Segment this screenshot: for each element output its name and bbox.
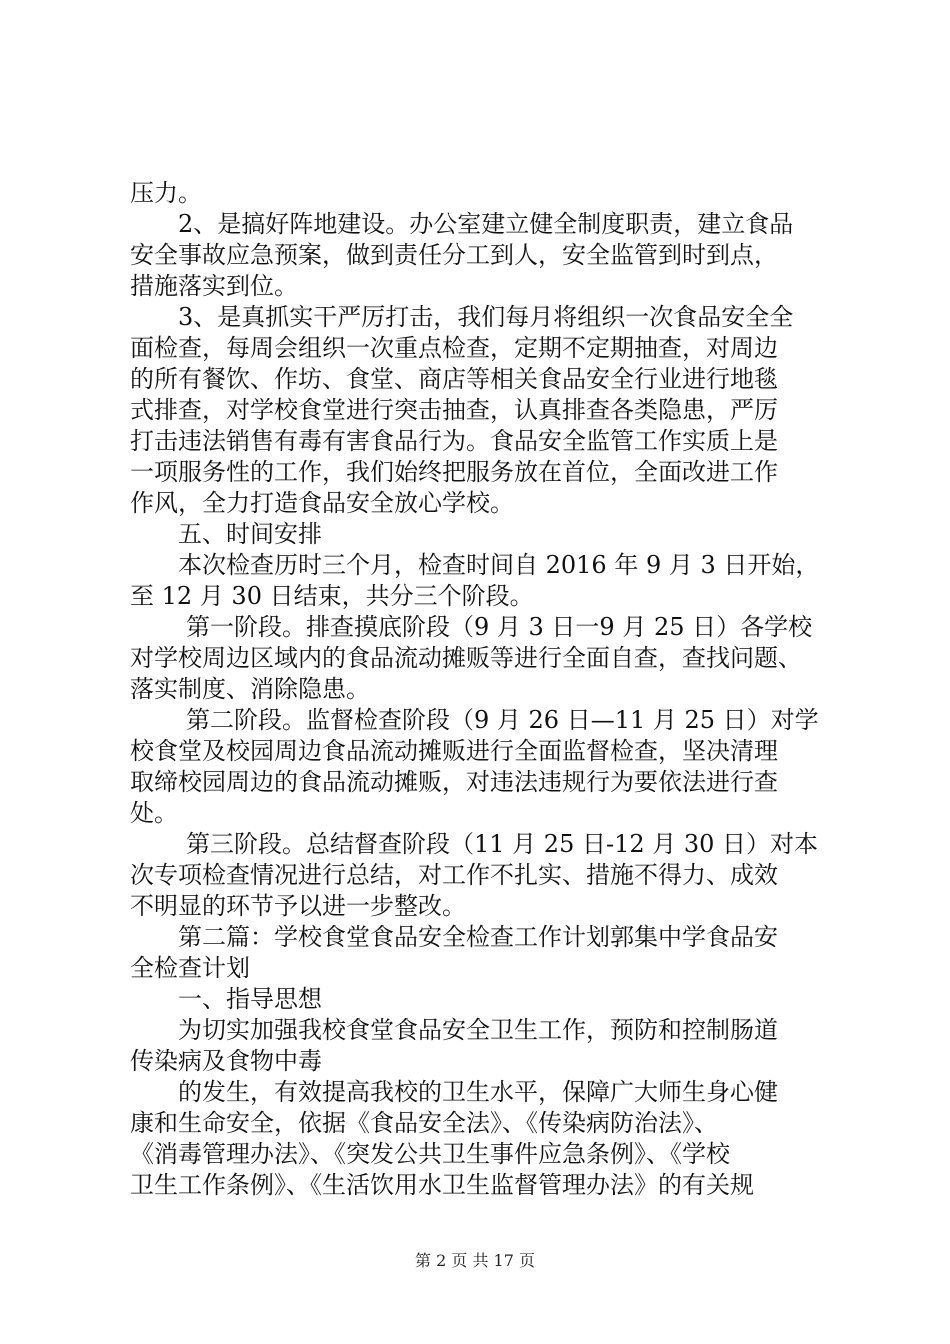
text-line: 第二篇：学校食堂食品安全检查工作计划郭集中学食品安 xyxy=(178,923,778,951)
text-line: 全检查计划 xyxy=(130,954,250,982)
text-line: 面检查，每周会组织一次重点检查，定期不定期抽查，对周边 xyxy=(130,334,778,362)
text-line: 对学校周边区域内的食品流动摊贩等进行全面自查，查找问题、 xyxy=(130,644,802,672)
text-line: 传染病及食物中毒 xyxy=(130,1047,322,1075)
text-line: 本次检查历时三个月，检查时间自 2016 年 9 月 3 日开始， xyxy=(178,551,820,579)
page-number-footer: 第 2 页 共 17 页 xyxy=(415,1251,535,1270)
text-line: 《消毒管理办法》、《突发公共卫生事件应急条例》、《学校 xyxy=(130,1140,730,1168)
text-line: 为切实加强我校食堂食品安全卫生工作，预防和控制肠道 xyxy=(178,1016,778,1044)
text-line: 卫生工作条例》、《生活饮用水卫生监督管理办法》的有关规 xyxy=(130,1171,754,1199)
text-line: 不明显的环节予以进一步整改。 xyxy=(130,892,466,920)
text-line: 的所有餐饮、作坊、食堂、商店等相关食品安全行业进行地毯 xyxy=(130,365,778,393)
text-line: 3、是真抓实干严厉打击，我们每月将组织一次食品安全全 xyxy=(178,303,794,331)
text-line: 至 12 月 30 日结束，共分三个阶段。 xyxy=(130,582,534,610)
text-line: 式排查，对学校食堂进行突击抽查，认真排查各类隐患，严厉 xyxy=(130,396,778,424)
text-line: 打击违法销售有毒有害食品行为。食品安全监管工作实质上是 xyxy=(130,427,778,455)
text-line: 次专项检查情况进行总结，对工作不扎实、措施不得力、成效 xyxy=(130,861,778,889)
text-line: 取缔校园周边的食品流动摊贩，对违法违规行为要依法进行查 xyxy=(130,768,778,796)
text-line: 安全事故应急预案，做到责任分工到人，安全监管到时到点， xyxy=(130,241,778,269)
text-line: 2、是搞好阵地建设。办公室建立健全制度职责，建立食品 xyxy=(178,210,794,238)
text-line: 校食堂及校园周边食品流动摊贩进行全面监督检查，坚决清理 xyxy=(130,737,778,765)
text-line: 第三阶段。总结督查阶段（11 月 25 日-12 月 30 日）对本 xyxy=(186,830,819,858)
text-line: 第一阶段。排查摸底阶段（9 月 3 日一9 月 25 日）各学校 xyxy=(186,613,813,641)
text-line: 处。 xyxy=(130,799,178,827)
text-line: 落实制度、消除隐患。 xyxy=(130,675,370,703)
section-heading: 一、指导思想 xyxy=(178,985,322,1013)
text-line: 康和生命安全，依据《食品安全法》、《传染病防治法》、 xyxy=(130,1109,718,1137)
text-line: 作风，全力打造食品安全放心学校。 xyxy=(130,489,514,517)
text-line: 压力。 xyxy=(130,179,202,207)
text-line: 一项服务性的工作，我们始终把服务放在首位，全面改进工作 xyxy=(130,458,778,486)
text-line: 措施落实到位。 xyxy=(130,272,298,300)
text-line: 第二阶段。监督检查阶段（9 月 26 日—11 月 25 日）对学 xyxy=(186,706,819,734)
text-line: 的发生，有效提高我校的卫生水平，保障广大师生身心健 xyxy=(178,1078,778,1106)
section-heading: 五、时间安排 xyxy=(178,520,322,548)
